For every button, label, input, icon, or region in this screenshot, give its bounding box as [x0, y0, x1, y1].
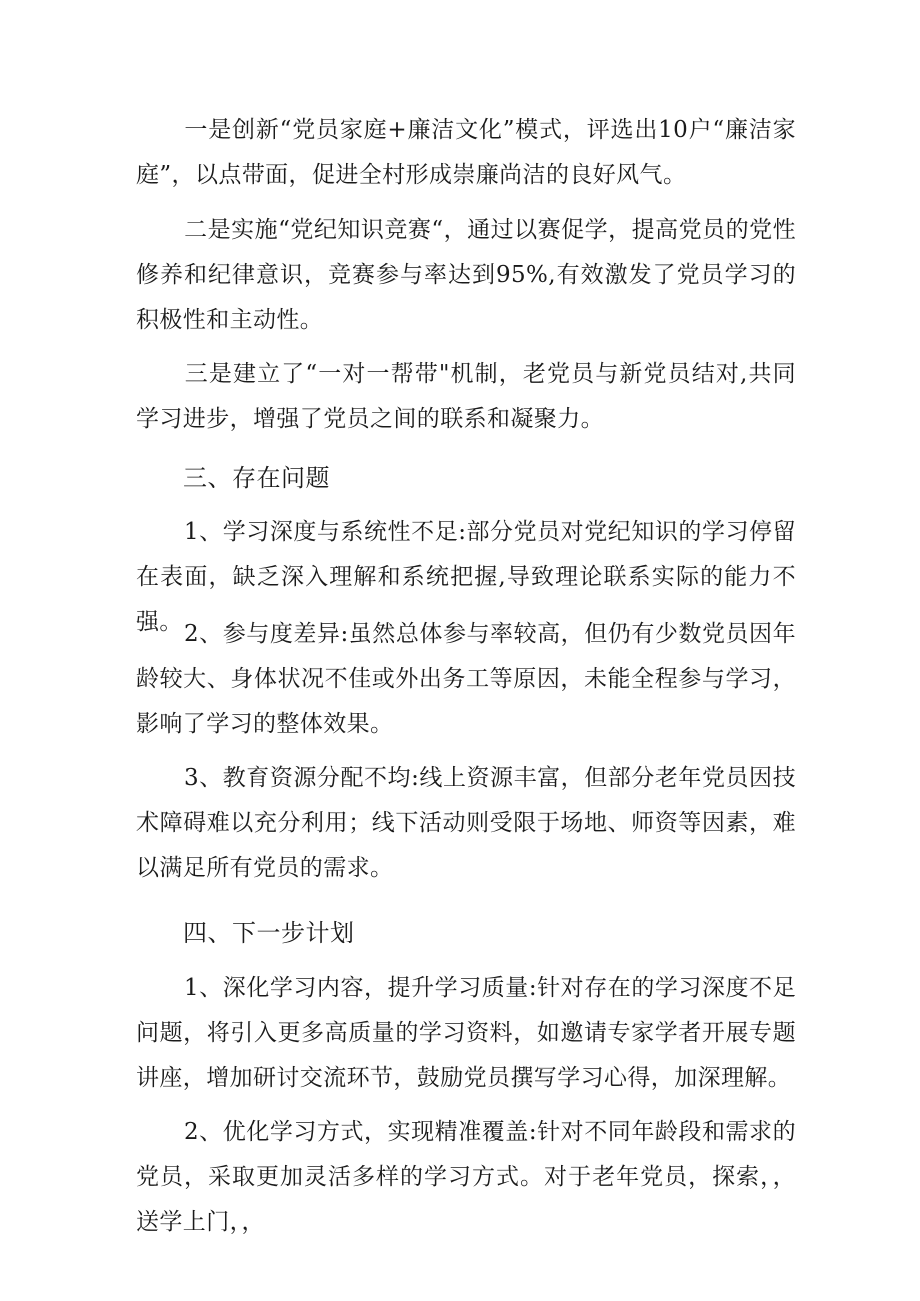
section-heading-problems: 三、存在问题: [183, 464, 330, 492]
paragraph-competition: [136, 208, 796, 343]
paragraph-text: 3、教育资源分配不均:线上资源丰富，但部分老年党员因技术障碍难以充分利用；线下活动则受限于场地、师资等因素，难以满足所有党员的需求。: [136, 765, 796, 881]
paragraph-text: 一是创新“党员家庭+廉洁文化”模式，评选出10户“廉洁家庭”，以点带面，促进全村形成崇廉尚洁的良好风气。: [136, 117, 796, 188]
section-heading-next-plan: 四、下一步计划: [183, 919, 355, 947]
list-item-problem-3: [136, 756, 796, 891]
list-item-problem-2: [136, 612, 796, 747]
paragraph-text: 二是实施“党纪知识竞赛“，通过以赛促学，提高党员的党性修养和纪律意识，竞赛参与率达到95%,有效激发了党员学习的积极性和主动性。: [136, 217, 796, 333]
paragraph-text: 1、深化学习内容，提升学习质量:针对存在的学习深度不足问题，将引入更多高质量的学习资料，如邀请专家学者开展专题讲座，增加研讨交流环节，鼓励党员撰写学习心得，加深理解。: [136, 975, 796, 1091]
list-item-plan-1: [136, 966, 796, 1101]
list-item-plan-2: [136, 1110, 796, 1245]
paragraph-text: 2、优化学习方式，实现精准覆盖:针对不同年龄段和需求的党员，采取更加灵活多样的学习方式。对于老年党员，探索，，送学上门，，: [136, 1119, 796, 1235]
paragraph-text: 三是建立了“一对一帮带"机制，老党员与新党员结对,共同学习进步，增强了党员之间的联系和凝聚力。: [136, 361, 796, 432]
paragraph-mentoring: [136, 352, 796, 442]
paragraph-text: 2、参与度差异:虽然总体参与率较高，但仍有少数党员因年龄较大、身体状况不佳或外出务工等原因，未能全程参与学习，影响了学习的整体效果。: [136, 621, 796, 737]
paragraph-text: 1、学习深度与系统性不足:部分党员对党纪知识的学习停留在表面，缺乏深入理解和系统把握,导致理论联系实际的能力不强。: [136, 519, 796, 635]
paragraph-innovation: [136, 108, 796, 198]
